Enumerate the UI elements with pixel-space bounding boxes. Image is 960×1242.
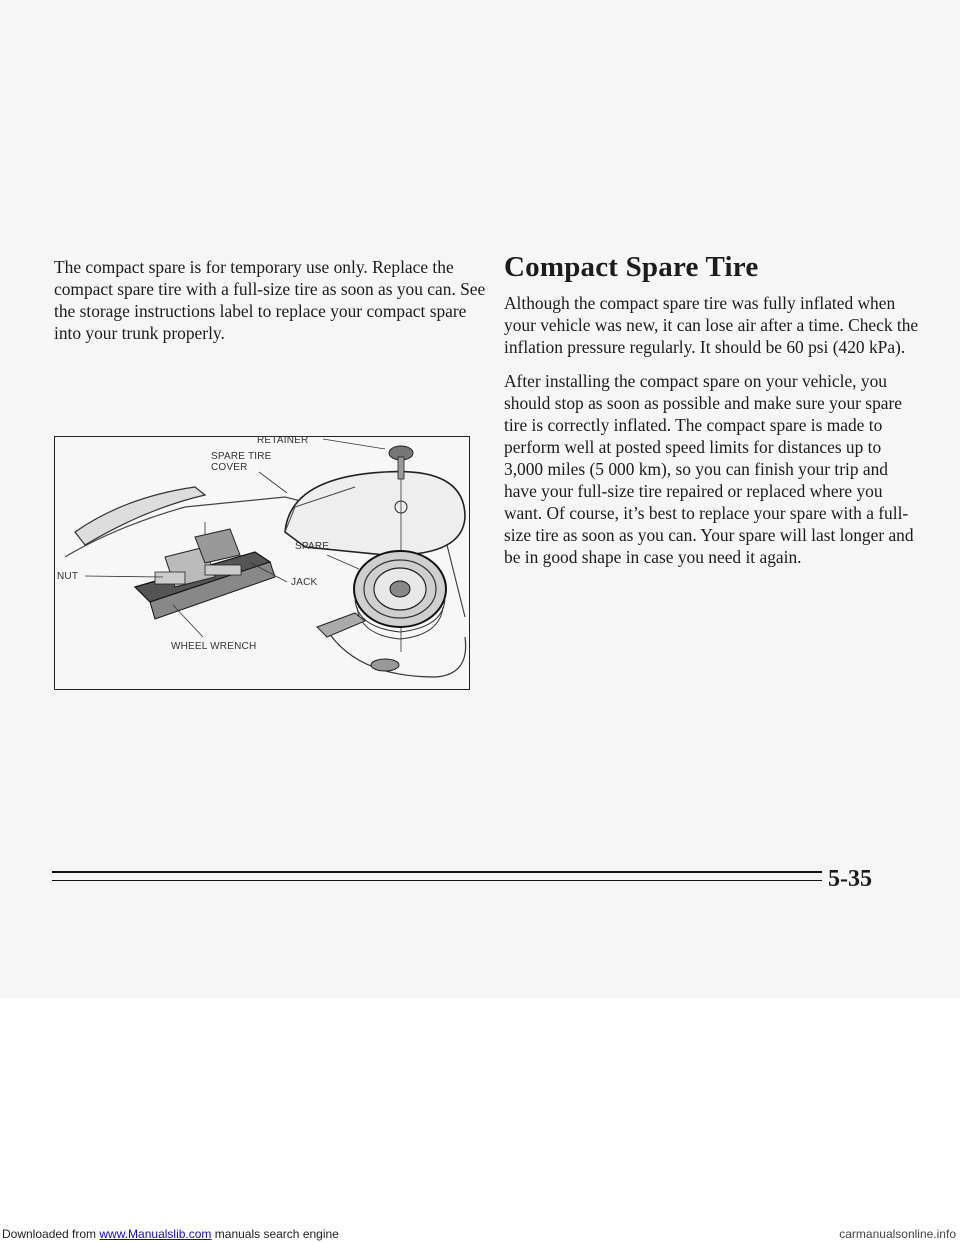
label-nut: NUT <box>57 571 79 582</box>
label-spare: SPARE <box>295 541 330 552</box>
footer-rule-bottom <box>52 880 822 881</box>
footer-rule-top <box>52 871 822 873</box>
footer-watermark: carmanualsonline.info <box>839 1227 956 1241</box>
right-column <box>504 250 924 580</box>
label-spare-tire-cover: SPARE TIRE COVER <box>211 451 272 473</box>
temporary-use-paragraph: The compact spare is for temporary use only. Replace the compact spare tire with a full-size tire as soon as you can. See the storage instructions label to replace your compact spare into your trunk properly. <box>54 257 486 343</box>
manualslib-link[interactable]: www.Manualslib.com <box>99 1227 212 1241</box>
label-jack: JACK <box>291 577 318 588</box>
inflation-paragraph: Although the compact spare tire was fully inflated when your vehicle was new, it can lose air after a time. Check the inflation pressure regularly. It should be 60 psi (420 kPa). <box>504 293 919 357</box>
section-heading: Compact Spare Tire <box>504 251 759 283</box>
download-footer <box>0 1226 960 1242</box>
spare-tire-diagram <box>55 437 468 688</box>
after-installing-paragraph: After installing the compact spare on your vehicle, you should stop as soon as possible and make sure your spare tire is correctly inflated. The compact spare is made to perform well at posted speed limits for distances up to 3,000 miles (5 000 km), so you can finish your trip and have your full-size tire repaired or replaced where you want. Of course, it’s best to replace your spare with a full-size tire as soon as you can. Your spare will last longer and be in good shape in case you need it again. <box>504 371 914 567</box>
footer-prefix: Downloaded from <box>2 1227 100 1241</box>
footer-suffix: manuals search engine <box>211 1227 339 1241</box>
spare-tire-illustration <box>54 436 470 690</box>
left-column <box>54 256 486 344</box>
page-number: 5-35 <box>828 866 872 892</box>
label-wheel-wrench: WHEEL WRENCH <box>171 641 257 652</box>
label-retainer: RETAINER <box>257 435 309 446</box>
footer-source <box>2 1227 339 1241</box>
